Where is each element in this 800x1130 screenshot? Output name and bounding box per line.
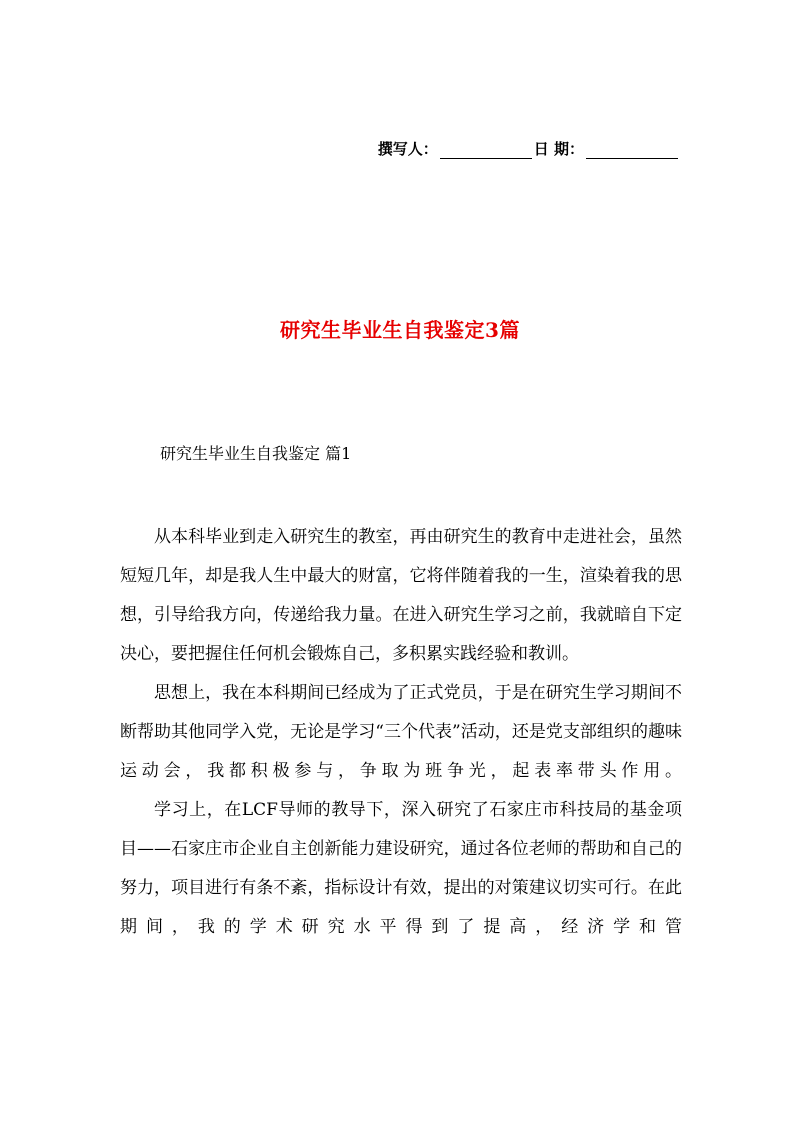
body-text [120,518,682,947]
author-blank [440,143,532,159]
date-blank [586,143,678,159]
paragraph-2: 思想上，我在本科期间已经成为了正式党员，于是在研究生学习期间不断帮助其他同学入党，无论是学习“三个代表”活动，还是党支部组织的趣味运动会，我都积极参与，争取为班争光，起表率带头作用。 [120,683,682,781]
paragraph-1: 从本科毕业到走入研究生的教室，再由研究生的教育中走进社会，虽然短短几年，却是我人生中最大的财富，它将伴随着我的一生，渲染着我的思想，引导给我方向，传递给我力量。在进入研究生学习之前，我就暗自下定决心，要把握住任何机会锻炼自己，多积累实践经验和教训。 [120,527,682,664]
author-date-line [378,138,680,159]
document-title: 研究生毕业生自我鉴定3篇 [280,318,520,342]
author-label: 撰写人： [377,140,438,158]
paragraph-3: 学习上，在LCF导师的教导下，深入研究了石家庄市科技局的基金项目——石家庄市企业自主创新能力建设研究，通过各位老师的帮助和自己的努力，项目进行有条不紊，指标设计有效，提出的对策建议切实可行。在此期间，我的学术研究水平得到了提高，经济学和管 [120,800,682,937]
section-heading: 研究生毕业生自我鉴定 篇1 [160,444,352,463]
date-label: 日 期： [533,140,584,158]
